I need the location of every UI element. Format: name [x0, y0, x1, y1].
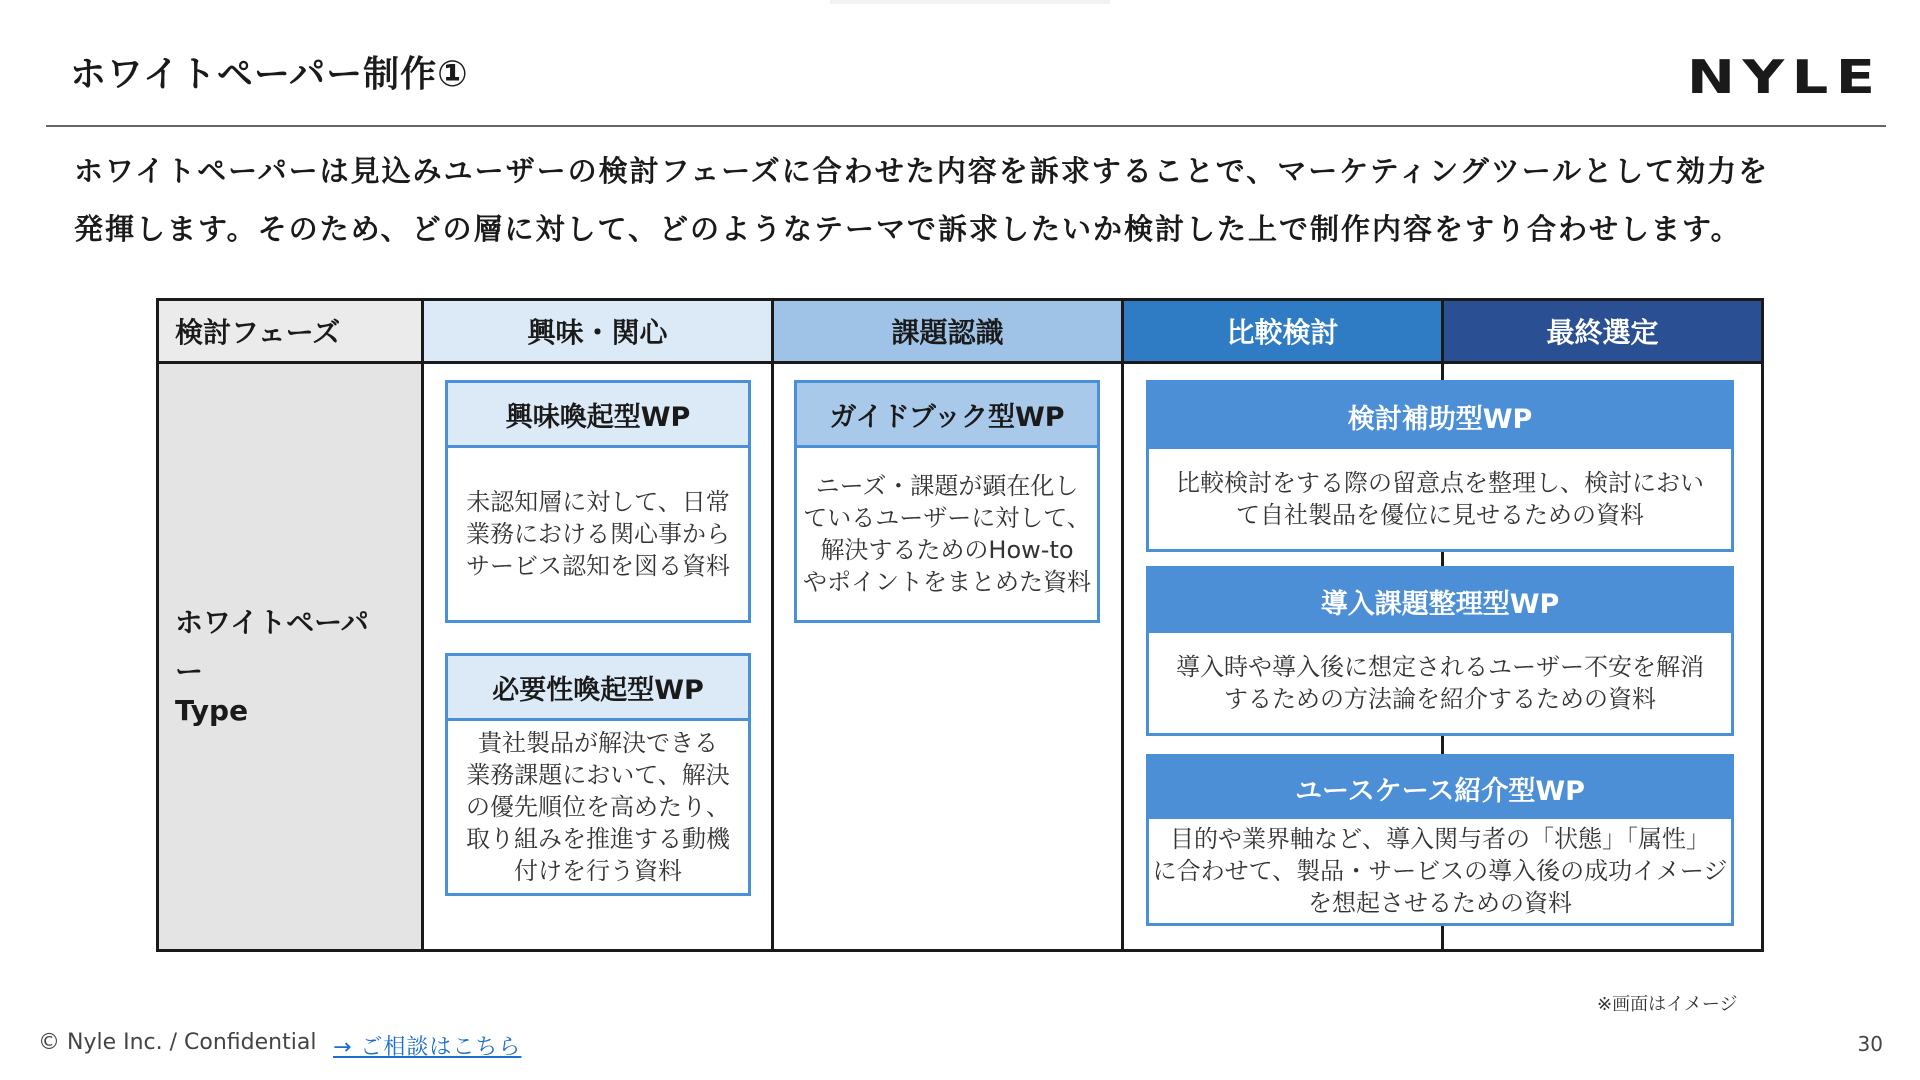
- image-note: ※画面はイメージ: [1597, 994, 1738, 1015]
- card-title: ガイドブック型WP: [797, 383, 1097, 448]
- row-label-line-3: Type: [175, 694, 249, 727]
- lead-paragraph: [74, 142, 1874, 258]
- header-issue: 課題認識: [774, 301, 1121, 361]
- contact-link[interactable]: → ご相談はこちら: [333, 1035, 522, 1060]
- header-interest: 興味・関心: [424, 301, 771, 361]
- column-divider: [771, 301, 774, 949]
- card-title: 導入課題整理型WP: [1149, 569, 1731, 633]
- card-interest-awareness: [445, 380, 751, 623]
- header-final: 最終選定: [1444, 301, 1761, 361]
- row-label-cell: [159, 364, 421, 949]
- nyle-logo: NYLE: [1687, 50, 1883, 104]
- card-body: 貴社製品が解決できる 業務課題において、解決 の優先順位を高めたり、 取り組みを推進する動機 付けを行う資料: [466, 729, 730, 885]
- card-body: ニーズ・課題が顕在化し ているユーザーに対して、 解決するためのHow-to やポイントをまとめた資料: [803, 472, 1091, 596]
- card-title: ユースケース紹介型WP: [1149, 757, 1731, 819]
- card-body: 導入時や導入後に想定されるユーザー不安を解消 するための方法論を紹介するための資料: [1176, 653, 1704, 713]
- top-decoration-bar: [830, 0, 1110, 4]
- card-body: 目的や業界軸など、導入関与者の「状態」「属性」 に合わせて、製品・サービスの導入後の成功イメージ を想起させるための資料: [1152, 825, 1728, 917]
- copyright: © Nyle Inc. / Confidential: [38, 1030, 317, 1055]
- page-title: ホワイトペーパー制作①: [70, 54, 469, 95]
- row-label-line-2: ー: [175, 655, 204, 688]
- card-title: 検討補助型WP: [1149, 383, 1731, 449]
- title-divider: [46, 125, 1886, 127]
- header-compare: 比較検討: [1124, 301, 1441, 361]
- page-number: 30: [1857, 1032, 1883, 1056]
- table-header-row: [159, 301, 1761, 364]
- row-label-line-1: ホワイトペーパ: [175, 606, 369, 639]
- card-evaluation-support: [1146, 380, 1734, 552]
- card-title: 興味喚起型WP: [448, 383, 748, 448]
- card-guidebook: [794, 380, 1100, 623]
- header-phase: 検討フェーズ: [159, 301, 421, 361]
- column-divider: [421, 301, 424, 949]
- column-divider: [1121, 301, 1124, 949]
- lead-line-1: ホワイトペーパーは見込みユーザーの検討フェーズに合わせた内容を訴求することで、マーケティングツールとして効力を: [74, 154, 1770, 188]
- phase-table: [156, 298, 1764, 952]
- card-body: 未認知層に対して、日常 業務における関心事から サービス認知を図る資料: [466, 488, 730, 580]
- card-need-awareness: [445, 653, 751, 896]
- card-implementation-issues: [1146, 566, 1734, 736]
- card-use-case: [1146, 754, 1734, 926]
- lead-line-2: 発揮します。そのため、どの層に対して、どのようなテーマで訴求したいか検討した上で制作内容をすり合わせします。: [74, 212, 1742, 246]
- card-title: 必要性喚起型WP: [448, 656, 748, 721]
- card-body: 比較検討をする際の留意点を整理し、検討におい て自社製品を優位に見せるための資料: [1176, 469, 1704, 529]
